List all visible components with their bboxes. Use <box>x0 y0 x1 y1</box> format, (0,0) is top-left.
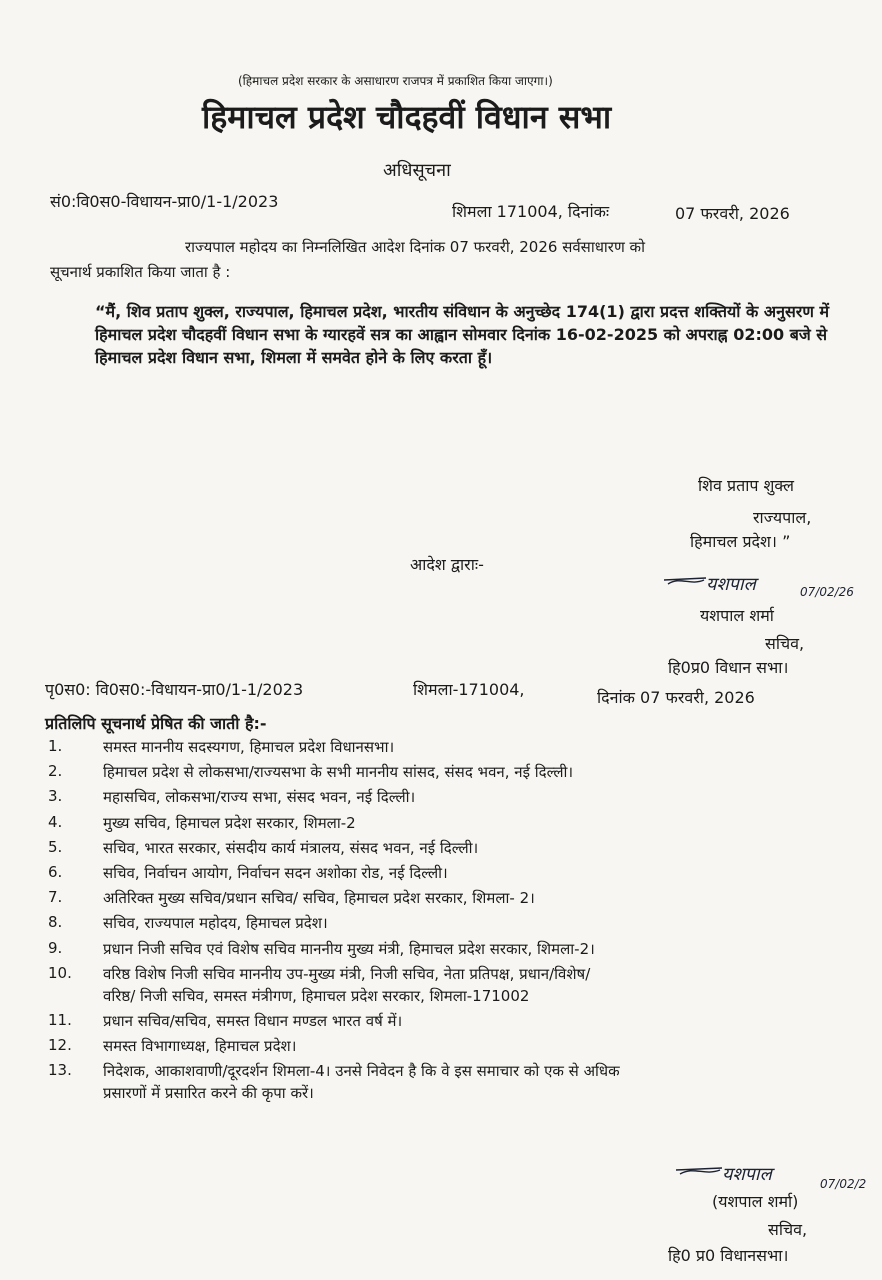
distribution-text: सचिव, भारत सरकार, संसदीय कार्य मंत्रालय, संसद भवन, नई दिल्ली। <box>103 838 479 857</box>
signature-1-date: 07/02/26 <box>800 585 854 599</box>
signature-2-name: यशपाल <box>722 1164 772 1185</box>
distribution-text: सचिव, राज्यपाल महोदय, हिमाचल प्रदेश। <box>103 914 328 933</box>
reference-number: सं0:वि0स0-विधायन-प्रा0/1-1/2023 <box>50 192 279 211</box>
secretary-dept: हि0प्र0 विधान सभा। <box>668 658 789 677</box>
governor-state: हिमाचल प्रदेश। ” <box>690 532 791 551</box>
distribution-number: 12. <box>48 1036 72 1055</box>
intro-line-1: राज्यपाल महोदय का निम्नलिखित आदेश दिनांक 07 फरवरी, 2026 सर्वसाधारण को <box>185 238 645 256</box>
order-text: “मैं, शिव प्रताप शुक्ल, राज्यपाल, हिमाचल प्रदेश, भारतीय संविधान के अनुच्छेद 174(1) द्वारा प्रदत्त शक्तियों के अनुसरण में हिमाचल प्रदेश चौदहवीं विधान सभा के ग्यारहवें सत्र का आह्वान सोमवार दिनांक 16-02-2025 को अपराह्न 02:00 बजे से हिमाचल प्रदेश विधान सभा, शिमला में समवेत होने के लिए करता हूँ। <box>95 302 830 367</box>
notification-label: अधिसूचना <box>383 160 451 181</box>
distribution-text: अतिरिक्त मुख्य सचिव/प्रधान सचिव/ सचिव, हिमाचल प्रदेश सरकार, शिमला- 2। <box>103 889 535 908</box>
distribution-number: 3. <box>48 787 63 806</box>
issue-date: 07 फरवरी, 2026 <box>675 204 790 223</box>
distribution-text: समस्त विभागाध्यक्ष, हिमाचल प्रदेश। <box>103 1037 297 1056</box>
distribution-number: 6. <box>48 863 63 881</box>
distribution-text: महासचिव, लोकसभा/राज्य सभा, संसद भवन, नई दिल्ली। <box>103 788 416 807</box>
signature-1 <box>660 570 860 600</box>
endorsement-place: शिमला-171004, <box>413 680 525 699</box>
governor-order <box>95 300 835 369</box>
distribution-number: 8. <box>48 913 63 932</box>
distribution-text: समस्त माननीय सदस्यगण, हिमाचल प्रदेश विधानसभा। <box>103 738 395 756</box>
distribution-text: निदेशक, आकाशवाणी/दूरदर्शन शिमला-4। उनसे निवेदन है कि वे इस समाचार को एक से अधिक <box>103 1062 620 1081</box>
secretary-2-title: सचिव, <box>768 1220 808 1239</box>
distribution-number: 10. <box>48 963 72 982</box>
distribution-number: 9. <box>48 938 63 957</box>
distribution-text: प्रसारणों में प्रसारित करने की कृपा करें। <box>103 1084 314 1103</box>
signature-2 <box>672 1158 877 1192</box>
secretary-2-name: (यशपाल शर्मा) <box>712 1192 799 1211</box>
distribution-number: 13. <box>48 1061 72 1080</box>
distribution-number: 5. <box>48 837 63 856</box>
distribution-text: प्रधान सचिव/सचिव, समस्त विधान मण्डल भारत वर्ष में। <box>103 1012 403 1030</box>
distribution-number: 2. <box>48 762 63 781</box>
signature-2-date: 07/02/2 <box>820 1177 867 1191</box>
distribution-number: 1. <box>48 737 63 755</box>
distribution-number: 7. <box>48 888 63 907</box>
distribution-number: 11. <box>48 1011 72 1029</box>
governor-title: राज्यपाल, <box>753 508 812 527</box>
secretary-name: यशपाल शर्मा <box>700 606 774 625</box>
endorsement-date: दिनांक 07 फरवरी, 2026 <box>597 688 755 707</box>
distribution-text: वरिष्ठ विशेष निजी सचिव माननीय उप-मुख्य मंत्री, निजी सचिव, नेता प्रतिपक्ष, प्रधान/विशेष/ <box>103 964 591 983</box>
intro-line-2: सूचनार्थ प्रकाशित किया जाता है : <box>50 263 231 281</box>
distribution-text: हिमाचल प्रदेश से लोकसभा/राज्यसभा के सभी माननीय सांसद, संसद भवन, नई दिल्ली। <box>103 763 574 782</box>
endorsement-reference: पृ0स0: वि0स0:-विधायन-प्रा0/1-1/2023 <box>45 680 304 699</box>
distribution-text: वरिष्ठ/ निजी सचिव, समस्त मंत्रीगण, हिमाचल प्रदेश सरकार, शिमला-171002 <box>103 986 530 1005</box>
distribution-text: सचिव, निर्वाचन आयोग, निर्वाचन सदन अशोका रोड, नई दिल्ली। <box>103 864 448 882</box>
governor-name: शिव प्रताप शुक्ल <box>698 476 794 495</box>
gazette-note: (हिमाचल प्रदेश सरकार के असाधारण राजपत्र में प्रकाशित किया जाएगा।) <box>238 74 553 88</box>
signature-1-name: यशपाल <box>706 574 756 595</box>
by-order-label: आदेश द्वाराः- <box>410 555 484 574</box>
distribution-text: मुख्य सचिव, हिमाचल प्रदेश सरकार, शिमला-2 <box>103 813 356 832</box>
issue-place: शिमला 171004, दिनांकः <box>452 202 610 221</box>
secretary-2-dept: हि0 प्र0 विधानसभा। <box>668 1246 789 1265</box>
copy-to-heading: प्रतिलिपि सूचनार्थ प्रेषित की जाती है:- <box>45 714 267 733</box>
assembly-title: हिमाचल प्रदेश चौदहवीं विधान सभा <box>202 98 612 136</box>
distribution-text: प्रधान निजी सचिव एवं विशेष सचिव माननीय मुख्य मंत्री, हिमाचल प्रदेश सरकार, शिमला-2। <box>103 939 595 958</box>
distribution-number: 4. <box>48 812 63 831</box>
secretary-title: सचिव, <box>765 634 805 653</box>
